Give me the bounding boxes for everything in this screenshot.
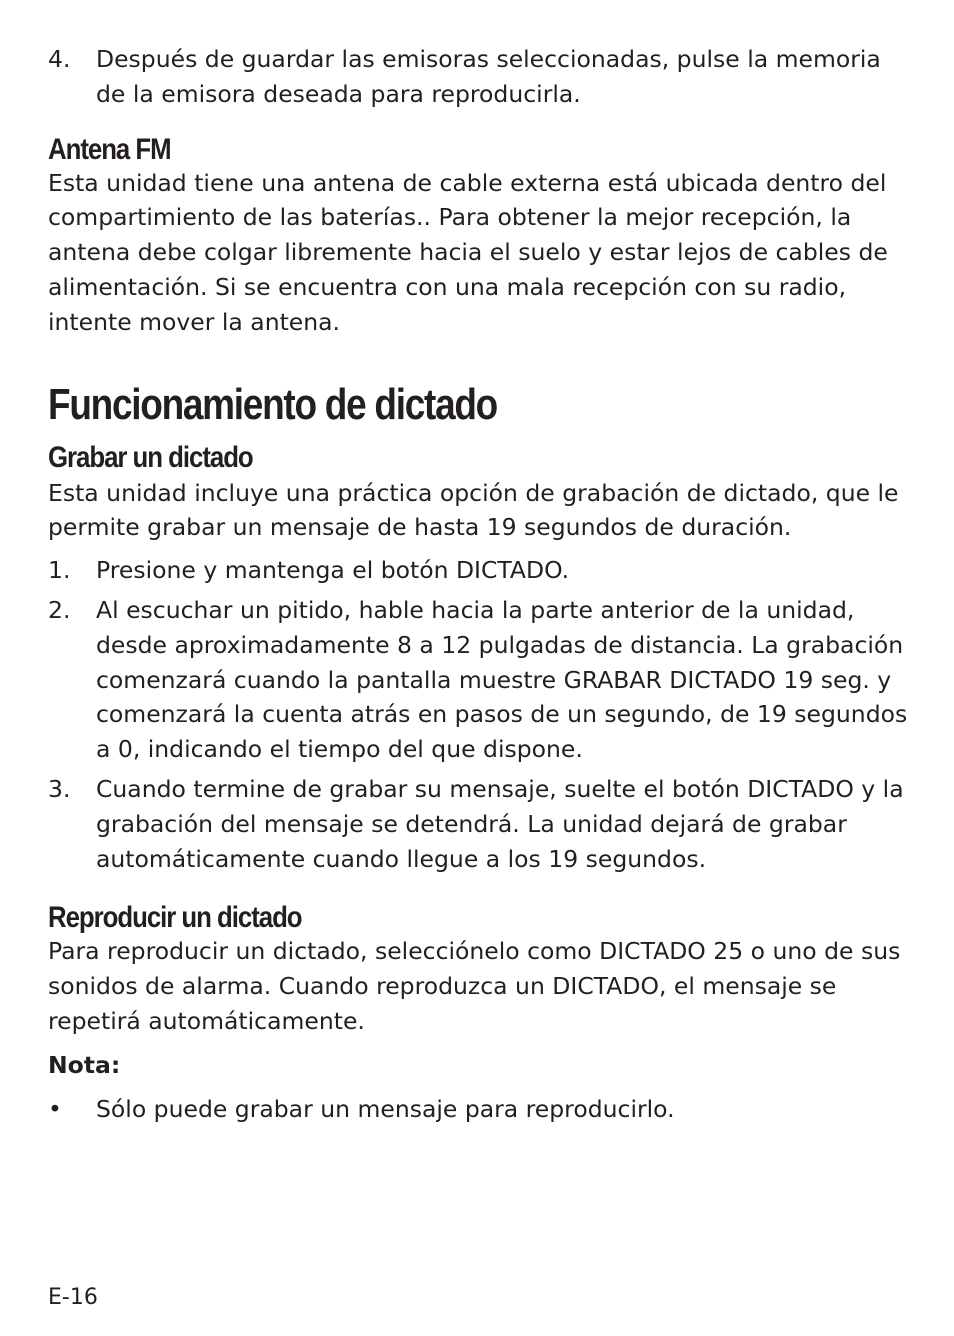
page-title: Funcionamiento de dictado [48, 379, 498, 429]
section-heading-record: Grabar un dictado [48, 440, 253, 474]
play-paragraph: Para reproducir un dictado, selecciónelo como DICTADO 25 o uno de sus sonidos de alarma. Cuando reproduzca un DICTADO, el mensaje se repetirá automáticamente. [48, 937, 901, 1035]
page-number: E-16 [48, 1285, 98, 1310]
list-item [48, 772, 910, 876]
document-page [48, 42, 910, 1126]
list-item [48, 593, 910, 767]
list-item-text: Presione y mantenga el botón DICTADO. [96, 556, 570, 585]
list-item-text: Sólo puede grabar un mensaje para reproducirlo. [96, 1094, 675, 1123]
list-item [48, 1092, 910, 1127]
top-list [48, 42, 910, 112]
list-item-text: Después de guardar las emisoras seleccionadas, pulse la memoria de la emisora deseada para reproducirla. [96, 45, 881, 108]
bullet-marker: • [48, 1094, 62, 1123]
section-heading-antenna: Antena FM [48, 132, 171, 166]
note-list [48, 1092, 910, 1127]
list-item-text: Al escuchar un pitido, hable hacia la parte anterior de la unidad, desde aproximadamente 8 a 12 pulgadas de distancia. La grabación comenzará cuando la pantalla muestre GRABAR DICTADO 19 seg. y comenzará la cuenta atrás en pasos de un segundo, de 19 segundos a 0, indicando el tiempo del que dispone. [96, 595, 908, 764]
list-marker: 1. [48, 556, 71, 585]
dictation-section [48, 380, 910, 1127]
antenna-section [48, 132, 910, 340]
play-subsection [48, 900, 910, 1126]
section-heading-play: Reproducir un dictado [48, 901, 302, 935]
list-item [48, 553, 910, 588]
list-item [48, 42, 910, 112]
record-steps [48, 553, 910, 876]
record-subsection [48, 440, 910, 877]
list-item-text: Cuando termine de grabar su mensaje, suelte el botón DICTADO y la grabación del mensaje se detendrá. La unidad dejará de grabar automáticamente cuando llegue a los 19 segundos. [96, 774, 904, 873]
list-marker: 3. [48, 774, 71, 803]
note-label: Nota: [48, 1050, 121, 1079]
antenna-paragraph: Esta unidad tiene una antena de cable externa está ubicada dentro del compartimiento de las baterías.. Para obtener la mejor recepción, la antena debe colgar libremente hacia el suelo y estar lejos de cables de alimentación. Si se encuentra con una mala recepción con su radio, intente mover la antena. [48, 168, 888, 336]
record-paragraph: Esta unidad incluye una práctica opción de grabación de dictado, que le permite grabar un mensaje de hasta 19 segundos de duración. [48, 478, 899, 542]
list-marker: 2. [48, 595, 71, 624]
list-marker: 4. [48, 45, 71, 73]
